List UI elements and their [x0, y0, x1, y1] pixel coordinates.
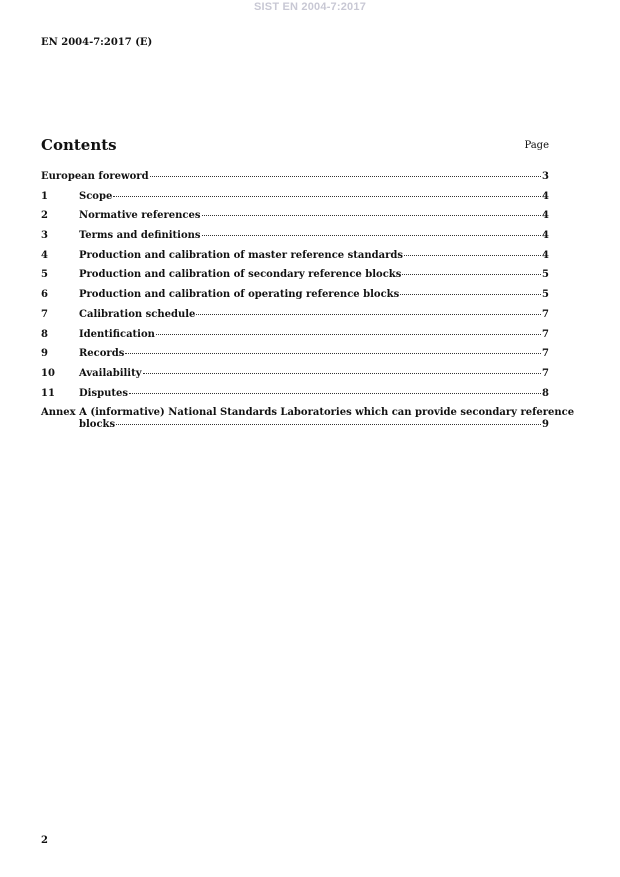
toc-entry-page: 5 — [542, 289, 549, 301]
toc-leader-dots — [129, 393, 541, 394]
toc-entry-foreword[interactable] — [41, 170, 549, 190]
toc-leader-dots — [202, 235, 542, 236]
toc-annex-title-continued: blocks — [79, 419, 116, 431]
toc-entry-number: 5 — [41, 269, 48, 281]
toc-entry-page: 9 — [542, 419, 549, 431]
toc-entry-page: 7 — [542, 308, 549, 320]
toc-entry-page: 4 — [542, 230, 549, 242]
toc-entry-title: Normative references — [79, 210, 201, 222]
toc-entry-number: 2 — [41, 210, 48, 222]
toc-leader-dots — [143, 373, 541, 374]
toc-entry-page: 4 — [542, 249, 549, 261]
toc-entry-page: 7 — [542, 348, 549, 360]
page-number: 2 — [41, 835, 48, 846]
toc-entry-annex-a[interactable] — [41, 407, 575, 431]
toc-entry-title: Production and calibration of secondary reference blocks — [79, 269, 402, 281]
toc-entry[interactable] — [41, 249, 549, 269]
toc-leader-dots — [196, 314, 541, 315]
toc-entry-page: 4 — [542, 210, 549, 222]
toc-leader-dots — [125, 353, 541, 354]
toc-entry[interactable] — [41, 229, 549, 249]
toc-leader-dots — [156, 334, 541, 335]
toc-entry-number: 6 — [41, 289, 48, 301]
toc-entry-title: Identification — [79, 328, 155, 340]
toc-entry[interactable] — [41, 190, 549, 210]
toc-entry-title: Production and calibration of master reference standards — [79, 249, 403, 261]
toc-entry[interactable] — [41, 367, 549, 387]
toc-entry-title: Availability — [79, 367, 142, 379]
toc-leader-dots — [113, 196, 541, 197]
toc-entry-title: Records — [79, 348, 125, 360]
toc-entry[interactable] — [41, 347, 549, 367]
toc-entry-number: 1 — [41, 190, 48, 202]
toc-entry-page: 7 — [542, 367, 549, 379]
toc-entry-title: Production and calibration of operating reference blocks — [79, 289, 400, 301]
toc-entry-title: Terms and definitions — [79, 230, 201, 242]
watermark: SIST EN 2004-7:2017 — [253, 1, 367, 13]
toc-entry-title: Scope — [79, 190, 113, 202]
toc-leader-dots — [400, 294, 541, 295]
toc-entry-page: 8 — [542, 387, 549, 399]
toc-entry-title: Disputes — [79, 387, 128, 399]
toc-leader-dots — [116, 424, 541, 425]
toc-entry-page: 7 — [542, 328, 549, 340]
toc-entry-title: European foreword — [41, 171, 149, 182]
toc-entry[interactable] — [41, 308, 549, 328]
toc-leader-dots — [402, 274, 541, 275]
toc-entry-page: 5 — [542, 269, 549, 281]
toc-entry-page: 3 — [542, 171, 549, 182]
toc-entry-title: Calibration schedule — [79, 308, 196, 320]
toc-entry-number: 8 — [41, 328, 48, 340]
toc-entry-number: 7 — [41, 308, 48, 320]
toc-annex-title: Annex A (informative) National Standards Laboratories which can provide secondary reference — [41, 407, 575, 419]
toc-entry-number: 9 — [41, 348, 48, 360]
contents-heading: Contents — [41, 136, 117, 154]
toc-leader-dots — [202, 215, 542, 216]
page-column-label: Page — [524, 140, 549, 151]
toc-entry-page: 4 — [542, 190, 549, 202]
toc-entry[interactable] — [41, 209, 549, 229]
table-of-contents — [41, 170, 575, 431]
toc-entry-number: 10 — [41, 367, 55, 379]
toc-entry[interactable] — [41, 328, 549, 348]
toc-entry-number: 4 — [41, 249, 48, 261]
toc-leader-dots — [150, 176, 541, 177]
toc-entry[interactable] — [41, 288, 549, 308]
toc-entry[interactable] — [41, 387, 549, 407]
toc-leader-dots — [404, 255, 541, 256]
toc-entry-number: 11 — [41, 387, 55, 399]
toc-entry-number: 3 — [41, 230, 48, 242]
document-id: EN 2004-7:2017 (E) — [41, 37, 153, 48]
toc-entry[interactable] — [41, 268, 549, 288]
